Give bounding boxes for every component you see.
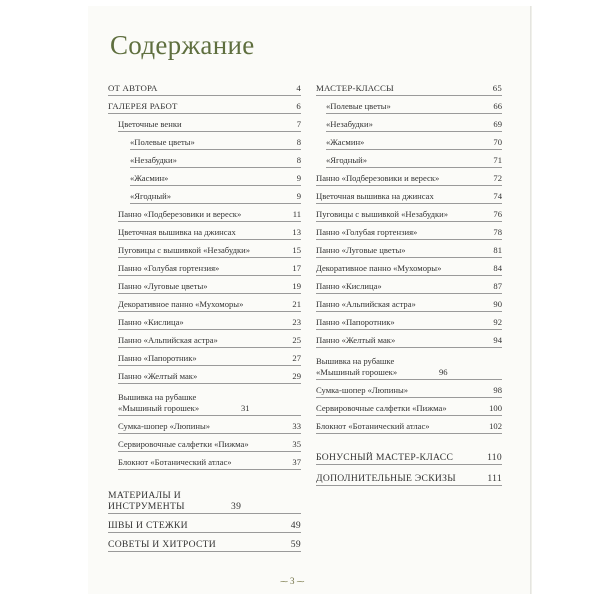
- toc-entry-page: 59: [290, 539, 301, 550]
- toc-entry: [118, 258, 301, 276]
- toc-entry-title: Сервировочные салфетки «Пижма»: [316, 403, 447, 413]
- toc-entry-page: 8: [296, 155, 301, 165]
- toc-entry-page: 98: [493, 385, 502, 395]
- toc-entry-page: 74: [493, 191, 502, 201]
- page-number-value: 3: [290, 576, 295, 586]
- toc-entry-page: 37: [292, 457, 301, 467]
- toc-entry-page: 9: [296, 191, 301, 201]
- toc-entry-page: 84: [493, 263, 502, 273]
- toc-entry-title: Пуговицы с вышивкой «Незабудки»: [118, 245, 251, 255]
- toc-entry-page: 71: [493, 155, 502, 165]
- toc-entry: [108, 96, 301, 114]
- toc-entry-page: 70: [493, 137, 502, 147]
- toc-entry: [118, 384, 301, 416]
- toc-entry-title: Цветочная вышивка на джинсах: [316, 191, 434, 201]
- toc-entry: [316, 258, 502, 276]
- toc-entry-page: 66: [493, 101, 502, 111]
- toc-entry-page: 27: [292, 353, 301, 363]
- toc-entry: [118, 366, 301, 384]
- toc-right-column: [316, 78, 502, 434]
- toc-entry-page: 23: [292, 317, 301, 327]
- toc-entry: [316, 398, 502, 416]
- toc-entry-page: 49: [290, 520, 301, 531]
- toc-entry-title: Вышивка на рубашке «Мышиный горошек»: [118, 392, 200, 413]
- toc-entry: [326, 150, 502, 168]
- toc-entry: [316, 380, 502, 398]
- toc-entry: [316, 168, 502, 186]
- toc-entry-page: 96: [439, 367, 448, 377]
- toc-entry-page: 72: [493, 173, 502, 183]
- toc-entry: [316, 312, 502, 330]
- toc-entry: [108, 480, 301, 514]
- toc-entry: [130, 168, 301, 186]
- toc-entry-title: СОВЕТЫ И ХИТРОСТИ: [108, 539, 217, 550]
- toc-entry: [316, 294, 502, 312]
- toc-entry-title: Сервировочные салфетки «Пижма»: [118, 439, 249, 449]
- toc-entry: [130, 186, 301, 204]
- toc-entry-title: МАТЕРИАЛЫ И ИНСТРУМЕНТЫ: [108, 490, 185, 512]
- toc-entry-page: 102: [489, 421, 502, 431]
- toc-entry-title: Панно «Альпийская астра»: [118, 335, 218, 345]
- toc-entry: [316, 330, 502, 348]
- toc-entry: [118, 330, 301, 348]
- toc-entry: [118, 114, 301, 132]
- toc-entry-page: 65: [492, 83, 502, 93]
- toc-entry-title: Панно «Папоротник»: [316, 317, 395, 327]
- toc-entry: [118, 434, 301, 452]
- toc-entry: [108, 533, 301, 552]
- toc-entry-title: Панно «Луговые цветы»: [316, 245, 406, 255]
- toc-left-bottom: [108, 480, 301, 552]
- toc-entry: [118, 312, 301, 330]
- toc-entry: [118, 240, 301, 258]
- page-title: Содержание: [110, 30, 255, 60]
- toc-entry-title: ШВЫ И СТЕЖКИ: [108, 520, 188, 531]
- toc-entry: [316, 276, 502, 294]
- toc-entry-page: 13: [292, 227, 301, 237]
- toc-entry-page: 81: [493, 245, 502, 255]
- toc-entry-title: Панно «Луговые цветы»: [118, 281, 208, 291]
- toc-entry-page: 35: [292, 439, 301, 449]
- ornament-icon: ⁓: [280, 577, 290, 586]
- toc-entry-page: 39: [231, 501, 242, 512]
- toc-entry: [316, 78, 502, 96]
- toc-entry-page: 21: [292, 299, 301, 309]
- toc-entry: [316, 348, 502, 380]
- toc-entry-title: Сумка-шопер «Люпины»: [316, 385, 409, 395]
- toc-entry: [326, 114, 502, 132]
- toc-entry-title: «Ягодный»: [130, 191, 172, 201]
- toc-entry-page: 78: [493, 227, 502, 237]
- toc-entry-page: 15: [292, 245, 301, 255]
- toc-entry-title: Панно «Желтый мак»: [118, 371, 198, 381]
- toc-entry-title: ОТ АВТОРА: [108, 83, 158, 93]
- toc-entry-page: 92: [493, 317, 502, 327]
- toc-entry-title: БОНУСНЫЙ МАСТЕР-КЛАСС: [316, 452, 454, 463]
- toc-entry-title: Панно «Кислица»: [118, 317, 184, 327]
- toc-entry-title: Пуговицы с вышивкой «Незабудки»: [316, 209, 449, 219]
- toc-entry-title: «Незабудки»: [326, 119, 373, 129]
- page-number: [280, 576, 305, 586]
- toc-entry-title: Блокнот «Ботанический атлас»: [316, 421, 430, 431]
- toc-entry-title: Панно «Голубая гортензия»: [316, 227, 418, 237]
- toc-entry-page: 29: [292, 371, 301, 381]
- toc-entry-title: Панно «Подберезовики и вереск»: [316, 173, 440, 183]
- ornament-icon: ⁓: [294, 577, 305, 586]
- toc-entry-title: Панно «Желтый мак»: [316, 335, 396, 345]
- toc-entry-page: 90: [493, 299, 502, 309]
- toc-entry-title: Панно «Папоротник»: [118, 353, 197, 363]
- toc-entry-page: 4: [296, 83, 301, 93]
- toc-entry: [118, 348, 301, 366]
- toc-entry-page: 25: [292, 335, 301, 345]
- toc-entry: [118, 452, 301, 470]
- toc-entry: [316, 416, 502, 434]
- toc-entry: [108, 514, 301, 533]
- toc-entry-page: 94: [493, 335, 502, 345]
- toc-entry-page: 69: [493, 119, 502, 129]
- toc-entry-title: Панно «Альпийская астра»: [316, 299, 416, 309]
- toc-left-column: [108, 78, 301, 470]
- toc-entry-page: 11: [292, 209, 301, 219]
- toc-entry: [316, 204, 502, 222]
- toc-entry: [108, 78, 301, 96]
- toc-entry: [118, 416, 301, 434]
- toc-entry-page: 87: [493, 281, 502, 291]
- toc-entry: [130, 150, 301, 168]
- toc-entry-title: Панно «Голубая гортензия»: [118, 263, 220, 273]
- toc-entry: [118, 276, 301, 294]
- toc-entry-page: 76: [493, 209, 502, 219]
- toc-entry: [118, 222, 301, 240]
- toc-right-bottom: [316, 444, 502, 486]
- toc-entry-title: Блокнот «Ботанический атлас»: [118, 457, 232, 467]
- toc-entry-page: 6: [296, 101, 301, 111]
- toc-entry-title: Сумка-шопер «Люпины»: [118, 421, 211, 431]
- toc-entry-title: ГАЛЕРЕЯ РАБОТ: [108, 101, 178, 111]
- toc-entry-page: 9: [296, 173, 301, 183]
- toc-entry-page: 33: [292, 421, 301, 431]
- toc-entry-title: «Незабудки»: [130, 155, 177, 165]
- toc-entry-title: Панно «Подберезовики и вереск»: [118, 209, 242, 219]
- toc-entry-title: «Ягодный»: [326, 155, 368, 165]
- toc-entry-page: 110: [487, 452, 502, 463]
- toc-entry: [118, 204, 301, 222]
- toc-entry: [316, 444, 502, 465]
- toc-entry-title: Цветочные венки: [118, 119, 182, 129]
- toc-entry: [316, 222, 502, 240]
- toc-entry-page: 31: [241, 403, 250, 413]
- toc-entry: [316, 465, 502, 486]
- toc-entry-title: МАСТЕР-КЛАССЫ: [316, 83, 394, 93]
- toc-entry-title: ДОПОЛНИТЕЛЬНЫЕ ЭСКИЗЫ: [316, 473, 456, 484]
- toc-entry-title: Декоративное панно «Мухоморы»: [316, 263, 442, 273]
- toc-entry-page: 111: [487, 473, 502, 484]
- toc-entry-title: «Полевые цветы»: [326, 101, 391, 111]
- toc-entry: [316, 186, 502, 204]
- toc-entry: [326, 132, 502, 150]
- toc-entry: [316, 240, 502, 258]
- toc-entry: [326, 96, 502, 114]
- toc-entry-page: 19: [292, 281, 301, 291]
- toc-entry-page: 100: [489, 403, 502, 413]
- toc-entry-title: Цветочная вышивка на джинсах: [118, 227, 236, 237]
- toc-entry-title: Панно «Кислица»: [316, 281, 382, 291]
- toc-entry-title: Декоративное панно «Мухоморы»: [118, 299, 244, 309]
- toc-entry-title: Вышивка на рубашке «Мышиный горошек»: [316, 356, 398, 377]
- toc-entry: [130, 132, 301, 150]
- toc-entry: [118, 294, 301, 312]
- toc-entry-page: 8: [296, 137, 301, 147]
- toc-entry-page: 17: [292, 263, 301, 273]
- toc-entry-page: 7: [296, 119, 301, 129]
- toc-entry-title: «Жасмин»: [130, 173, 169, 183]
- toc-entry-title: «Полевые цветы»: [130, 137, 195, 147]
- toc-entry-title: «Жасмин»: [326, 137, 365, 147]
